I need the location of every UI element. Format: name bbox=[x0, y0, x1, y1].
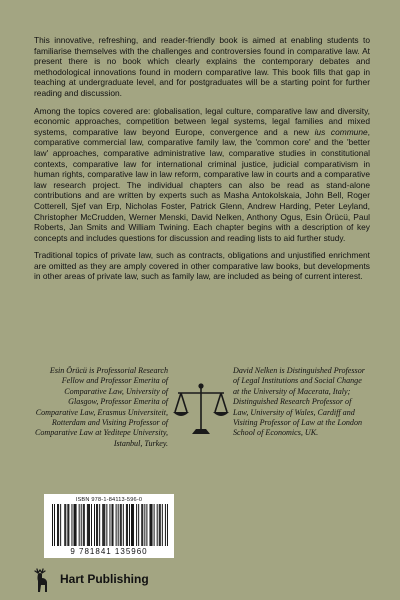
barcode-bar bbox=[68, 504, 69, 546]
barcode-bar bbox=[152, 504, 153, 546]
barcode-bar bbox=[142, 504, 143, 546]
publisher-name: Hart Publishing bbox=[60, 572, 149, 586]
barcode-bar bbox=[104, 504, 105, 546]
ius-commune-term: ius commune bbox=[314, 126, 368, 137]
barcode-bar bbox=[132, 504, 133, 546]
blurb-paragraph-2-start: Among the topics covered are: globalisation, legal culture, comparative law and diversity, economic approaches, competition between legal systems, legal families and mixed systems, comparative law beyond Europe, convergence and a new bbox=[34, 105, 370, 137]
author-bio-orucu: Esin Örücü is Professorial Research Fellow and Professor Emerita of Comparative Law, University of Glasgow, Professor Emerita of Comparative Law, Erasmus Universiteit, Rotterdam and Visiting Professor of Comparative Law at Yeditepe University, Istanbul, Turkey. bbox=[34, 366, 168, 448]
barcode-bar bbox=[60, 504, 61, 546]
barcode-bar bbox=[141, 504, 142, 546]
blurb-paragraph-1: This innovative, refreshing, and reader-friendly book is aimed at enabling students to familiarise themselves with the challenges and controversies found in comparative law. At present there is no book which clearly explains the contemporary debates and methodological innovations found in modern comparative law. This book fills that gap in teaching at undergraduate level, and for postgraduates will be a starting point for further reading and discussion. bbox=[34, 35, 370, 98]
barcode-bar bbox=[58, 504, 59, 546]
barcode-bar bbox=[162, 504, 163, 546]
barcode-bar bbox=[116, 504, 117, 546]
barcode-bar bbox=[112, 504, 113, 546]
author-bio-nelken: David Nelken is Distinguished Professor of Legal Institutions and Social Change at the University of Macerata, Italy; Distinguished Research Professor of Law, University of Wales, Cardiff and Visiting Professor of Law at the London School of Economics, UK. bbox=[233, 366, 365, 438]
barcode-bar bbox=[87, 504, 88, 546]
barcode-bar bbox=[103, 504, 104, 546]
barcode-bar bbox=[121, 504, 122, 546]
barcode-bar bbox=[88, 504, 89, 546]
isbn-barcode bbox=[44, 494, 174, 558]
scales-of-justice-icon bbox=[172, 380, 230, 440]
barcode-bar bbox=[151, 504, 152, 546]
barcode-bar bbox=[76, 504, 77, 546]
barcode-bar bbox=[144, 504, 145, 546]
barcode-bar bbox=[123, 504, 124, 546]
barcode-bar bbox=[89, 504, 90, 546]
blurb-paragraph-2 bbox=[34, 106, 370, 244]
barcode-bar bbox=[81, 504, 82, 546]
barcode-bar bbox=[160, 504, 161, 546]
barcode-bar bbox=[83, 504, 84, 546]
blurb bbox=[34, 35, 370, 289]
barcode-bar bbox=[84, 504, 85, 546]
barcode-bar bbox=[146, 504, 147, 546]
barcode-bars bbox=[52, 504, 168, 546]
barcode-bar bbox=[154, 504, 155, 546]
barcode-bar bbox=[67, 504, 68, 546]
barcode-bar bbox=[91, 504, 92, 546]
barcode-bar bbox=[99, 504, 100, 546]
barcode-bar bbox=[94, 504, 95, 546]
barcode-bar bbox=[96, 504, 97, 546]
barcode-bar bbox=[97, 504, 98, 546]
isbn-label: ISBN 978-1-84113-596-0 bbox=[75, 497, 143, 503]
deer-logo-icon bbox=[30, 566, 52, 594]
barcode-bar bbox=[52, 504, 53, 546]
barcode-bar bbox=[127, 504, 128, 546]
barcode-bar bbox=[75, 504, 76, 546]
barcode-bar bbox=[102, 504, 103, 546]
barcode-bar bbox=[65, 504, 66, 546]
barcode-bar bbox=[157, 504, 158, 546]
barcode-bar bbox=[113, 504, 114, 546]
barcode-bar bbox=[167, 504, 168, 546]
barcode-bar bbox=[138, 504, 139, 546]
barcode-bar bbox=[109, 504, 110, 546]
barcode-bar bbox=[136, 504, 137, 546]
barcode-bar bbox=[129, 504, 130, 546]
barcode-bar bbox=[120, 504, 121, 546]
barcode-bar bbox=[150, 504, 151, 546]
barcode-bar bbox=[64, 504, 65, 546]
barcode-bar bbox=[106, 504, 107, 546]
barcode-bar bbox=[131, 504, 132, 546]
barcode-bar bbox=[126, 504, 127, 546]
barcode-bar bbox=[57, 504, 58, 546]
barcode-bar bbox=[79, 504, 80, 546]
barcode-bar bbox=[133, 504, 134, 546]
barcode-bar bbox=[54, 504, 55, 546]
blurb-paragraph-3: Traditional topics of private law, such as contracts, obligations and unjustified enrichment are omitted as they are amply covered in other comparative law books, but developments in other areas of private law, such as family law, are included as being of current interest. bbox=[34, 250, 370, 282]
barcode-bar bbox=[165, 504, 166, 546]
blurb-paragraph-2-end: , comparative commercial law, comparative family law, the 'common core' and the 'better law' approaches, comparative administrative law, comparative studies in constitutional contexts, comparative law for international criminal justice, judicial comparativism in human rights, comparative law in law reform, comparative law in courts and a comparative law research project. The individual chapters can also be read as stand-alone contributions and are written by experts such as Masha Antokolskaia, John Bell, Roger Cotterell, Sjef van Erp, Nicholas Foster, Patrick Glenn, Andrew Harding, Peter Leyland, Christopher McCrudden, Werner Menski, David Nelken, Anthony Ogus, Esin Örücü, Paul Roberts, Jan Smits and William Twining. Each chapter begins with a description of key concepts and includes questions for discussion and reading lists to aid further study. bbox=[34, 126, 370, 243]
barcode-bar bbox=[118, 504, 119, 546]
barcode-digits: 9 781841 135960 bbox=[70, 547, 148, 556]
barcode-bar bbox=[159, 504, 160, 546]
barcode-bar bbox=[74, 504, 75, 546]
barcode-bar bbox=[72, 504, 73, 546]
